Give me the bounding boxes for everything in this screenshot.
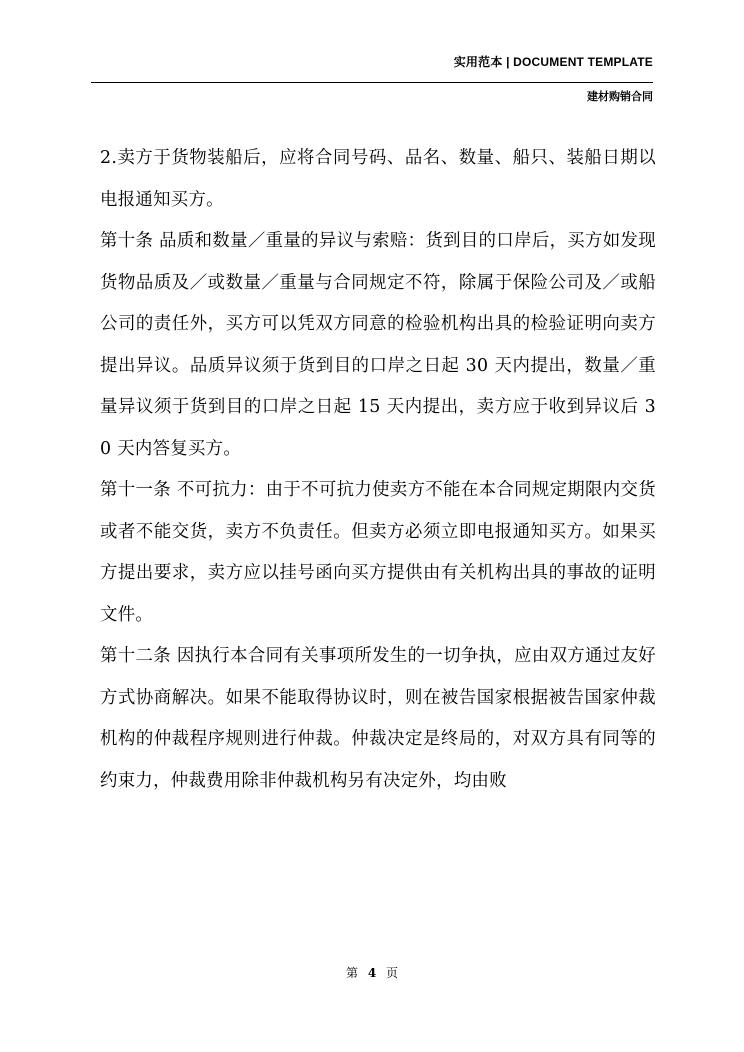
page-number: 4 <box>367 966 377 980</box>
paragraph-shipping-notice: 2.卖方于货物装船后，应将合同号码、品名、数量、船只、装船日期以电报通知买方。 <box>100 148 656 210</box>
paragraph-article-12: 第十二条 因执行本合同有关事项所发生的一切争执，应由双方通过友好方式协商解决。如果不能取得协议时，则在被告国家根据被告国家仲裁机构的仲裁程序规则进行仲裁。仲裁决定是终局的，对双方具有同等的约束力，仲裁费用除非仲裁机构另有决定外，均由败 <box>100 646 656 791</box>
footer-suffix: 页 <box>386 966 399 980</box>
document-body <box>100 138 656 802</box>
paragraph-article-11: 第十一条 不可抗力：由于不可抗力使卖方不能在本合同规定期限内交货或者不能交货，卖方不负责任。但卖方必须立即电报通知买方。如果买方提出要求，卖方应以挂号函向买方提供由有关机构出具的事故的证明文件。 <box>100 480 656 625</box>
paragraph-article-10: 第十条 品质和数量／重量的异议与索赔：货到目的口岸后，买方如发现货物品质及／或数量／重量与合同规定不符，除属于保险公司及／或船公司的责任外，买方可以凭双方同意的检验机构出具的检验证明向卖方提出异议。品质异议须于货到目的口岸之日起 30 天内提出，数量／重量异议须于货到目的口岸之日起 15 天内提出，卖方应于收到异议后 30 天内答复买方。 <box>100 231 656 459</box>
footer-prefix: 第 <box>345 966 358 980</box>
page-footer <box>0 964 744 981</box>
header-divider <box>91 82 653 83</box>
header-subtitle: 建材购销合同 <box>587 91 653 103</box>
header-title: 实用范本 | DOCUMENT TEMPLATE <box>453 55 653 69</box>
